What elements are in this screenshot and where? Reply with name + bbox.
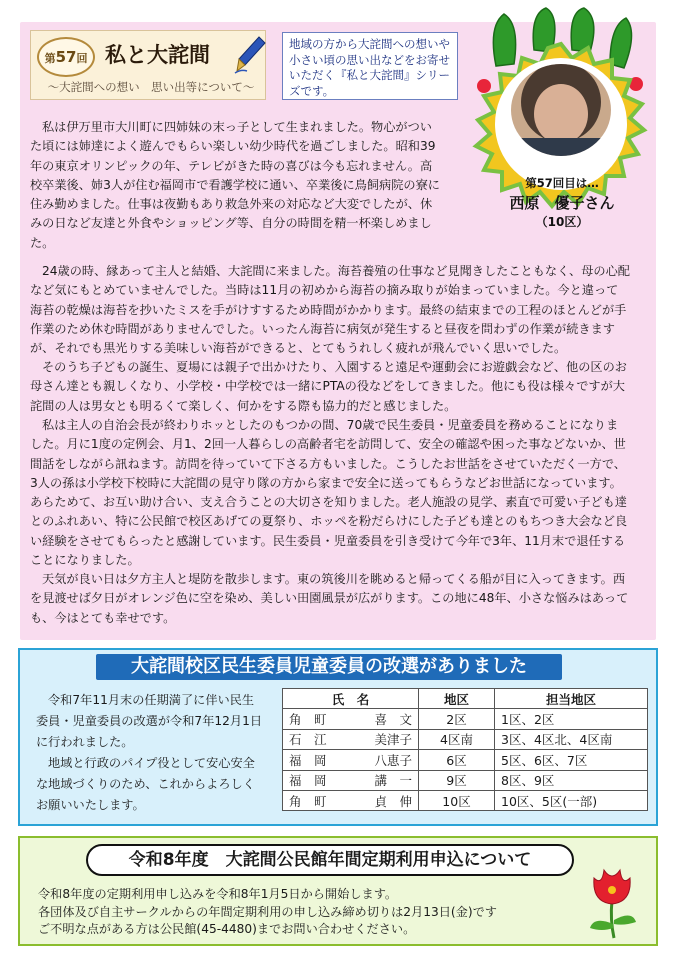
series-title: 私と大詫間: [105, 43, 210, 67]
member-name: 福 岡 講 一: [283, 770, 419, 790]
member-district: 4区南: [419, 729, 495, 749]
series-title-box: [30, 30, 266, 100]
member-name: 角 町 喜 文: [283, 709, 419, 729]
series-badge: 第57回: [37, 37, 95, 77]
election-text: [36, 690, 264, 816]
fountain-pen-icon: [233, 35, 267, 75]
member-name: 角 町 貞 伸: [283, 790, 419, 810]
member-areas: 10区、5区(一部): [495, 790, 648, 810]
essay-paragraph: 天気が良い日は夕方主人と堤防を散歩します。東の筑後川を眺めると帰ってくる船が目に入ってきます。西を見渡せば夕日がオレンジ色に空を染め、美しい田園風景が広がります。この地に48年、小さな悩みはあっても、今はとても幸せです。: [30, 572, 629, 625]
apply-title: 令和8年度 大詫間公民館年間定期利用申込について: [86, 844, 574, 876]
election-title: 大詫間校区民生委員児童委員の改選がありました: [96, 654, 562, 680]
election-paragraph: 令和7年11月末の任期満了に伴い民生委員・児童委員の改選が令和7年12月1日に行われました。: [36, 693, 263, 749]
header-name: 氏 名: [283, 689, 419, 709]
portrait-district: （10区）: [535, 215, 589, 229]
election-paragraph: 地域と行政のパイプ役として安心安全な地域づくりのため、これからよろしくお願いいたします。: [36, 756, 255, 812]
essay-paragraph: そのうち子どもの誕生、夏場には親子で出かけたり、入園すると遠足や運動会にお遊戯会など、他の区のお母さん達とも親しくなり、小学校・中学校では一緒にPTAの役などをしてきました。他にも役は様々ですが大詫間の人は男女とも明るくて楽しく、何かをする際も協力的だと感じました。: [30, 360, 627, 413]
member-areas: 1区、2区: [495, 709, 648, 729]
members-table: [282, 688, 648, 811]
portrait-name: 西原 優子さん: [509, 194, 615, 212]
table-row: [283, 770, 648, 790]
member-district: 9区: [419, 770, 495, 790]
member-district: 6区: [419, 750, 495, 770]
essay-paragraph: 私は主人の自治会長が終わりホッとしたのもつかの間、70歳で民生委員・児童委員を務めることになりました。月に1度の定例会、月1、2回一人暮らしの高齢者宅を訪問して、安全の確認や困った事などないか、世間話をしながら訊ねます。訪問を待っていて下さる方もいました。こうしたお世話をさせていただく一方で、3人の孫は小学校下校時に大詫間の見守り隊の方から家まで安全に送ってもらうなどお世話になっています。あらためて、お互い助け合い、支え合うことの大切さを知りました。老人施設の見学、素直で可愛い子ども達とのふれあい、特に公民館で校区あげての夏祭り、ホッペを粉だらけにした子ども達とのもちつき大会など良い経験をさせてもらったと感謝しています。民生委員・児童委員を引き受けて今年で3年、11月末で退任することになりました。: [30, 418, 628, 568]
portrait-line1: 第57回目は…: [525, 176, 599, 190]
table-row: [283, 729, 648, 749]
series-subtitle: 〜大詫間への想い 思い出等について〜: [47, 80, 255, 94]
apply-line: 各団体及び自主サークルからの年間定期利用の申し込み締め切りは2月13日(金)です: [38, 904, 497, 919]
table-row: [283, 790, 648, 810]
apply-line: ご不明な点がある方は公民館(45-4480)までお問い合わせください。: [38, 922, 416, 936]
table-row: [283, 709, 648, 729]
series-intro: 地域の方から大詫間への想いや小さい頃の思い出などをお寄せいただく『私と大詫間』シリーズです。: [282, 32, 458, 100]
member-areas: 5区、6区、7区: [495, 750, 648, 770]
essay-paragraph: 私は伊万里市大川町に四姉妹の末っ子として生まれました。物心がついた頃には姉達によく遊んでもらい楽しい幼少時代を過ごしました。昭和39年の東京オリンピックの年、テレビがきた時の喜びは今も忘れません。高校卒業後、姉3人が住む福岡市で看護学校に通い、卒業後に鳥飼病院の寮に住み勤めました。仕事は夜勤もあり救急外来の対応など大変でしたが、休みの日など友達と外食やショッピング等、自分の時間を精一杯楽しめました。: [30, 120, 440, 250]
member-name: 石 江 美津子: [283, 729, 419, 749]
header-district: 地区: [419, 689, 495, 709]
apply-text: [38, 886, 598, 939]
member-district: 2区: [419, 709, 495, 729]
member-areas: 3区、4区北、4区南: [495, 729, 648, 749]
table-row: [283, 750, 648, 770]
member-name: 福 岡 八恵子: [283, 750, 419, 770]
member-district: 10区: [419, 790, 495, 810]
header-areas: 担当地区: [495, 689, 648, 709]
member-areas: 8区、9区: [495, 770, 648, 790]
essay-paragraph: 24歳の時、縁あって主人と結婚、大詫間に来ました。海苔養殖の仕事など見聞きしたこともなく、母の心配など気にもとめていませんでした。当時は11月の初めから海苔の摘み取りが始まっていました。今と違って海苔の乾燥は海苔を抄いたミスを手がけすするため時間がかかります。最終の結束までの工程のほとんどが手作業のため休む時間がありませんでした。いったん海苔に病気が発生すると昼夜を問わずの作業が続きますが、それでも黒光りする美味しい海苔ができると、とてもうれしく疲れが飛んでいく思いでした。: [30, 264, 630, 356]
portrait-caption: [498, 175, 626, 230]
table-header-row: [283, 689, 648, 709]
apply-line: 令和8年度の定期利用申し込みを令和8年1月5日から開始します。: [38, 887, 398, 901]
tulip-flower-icon: [584, 860, 640, 940]
